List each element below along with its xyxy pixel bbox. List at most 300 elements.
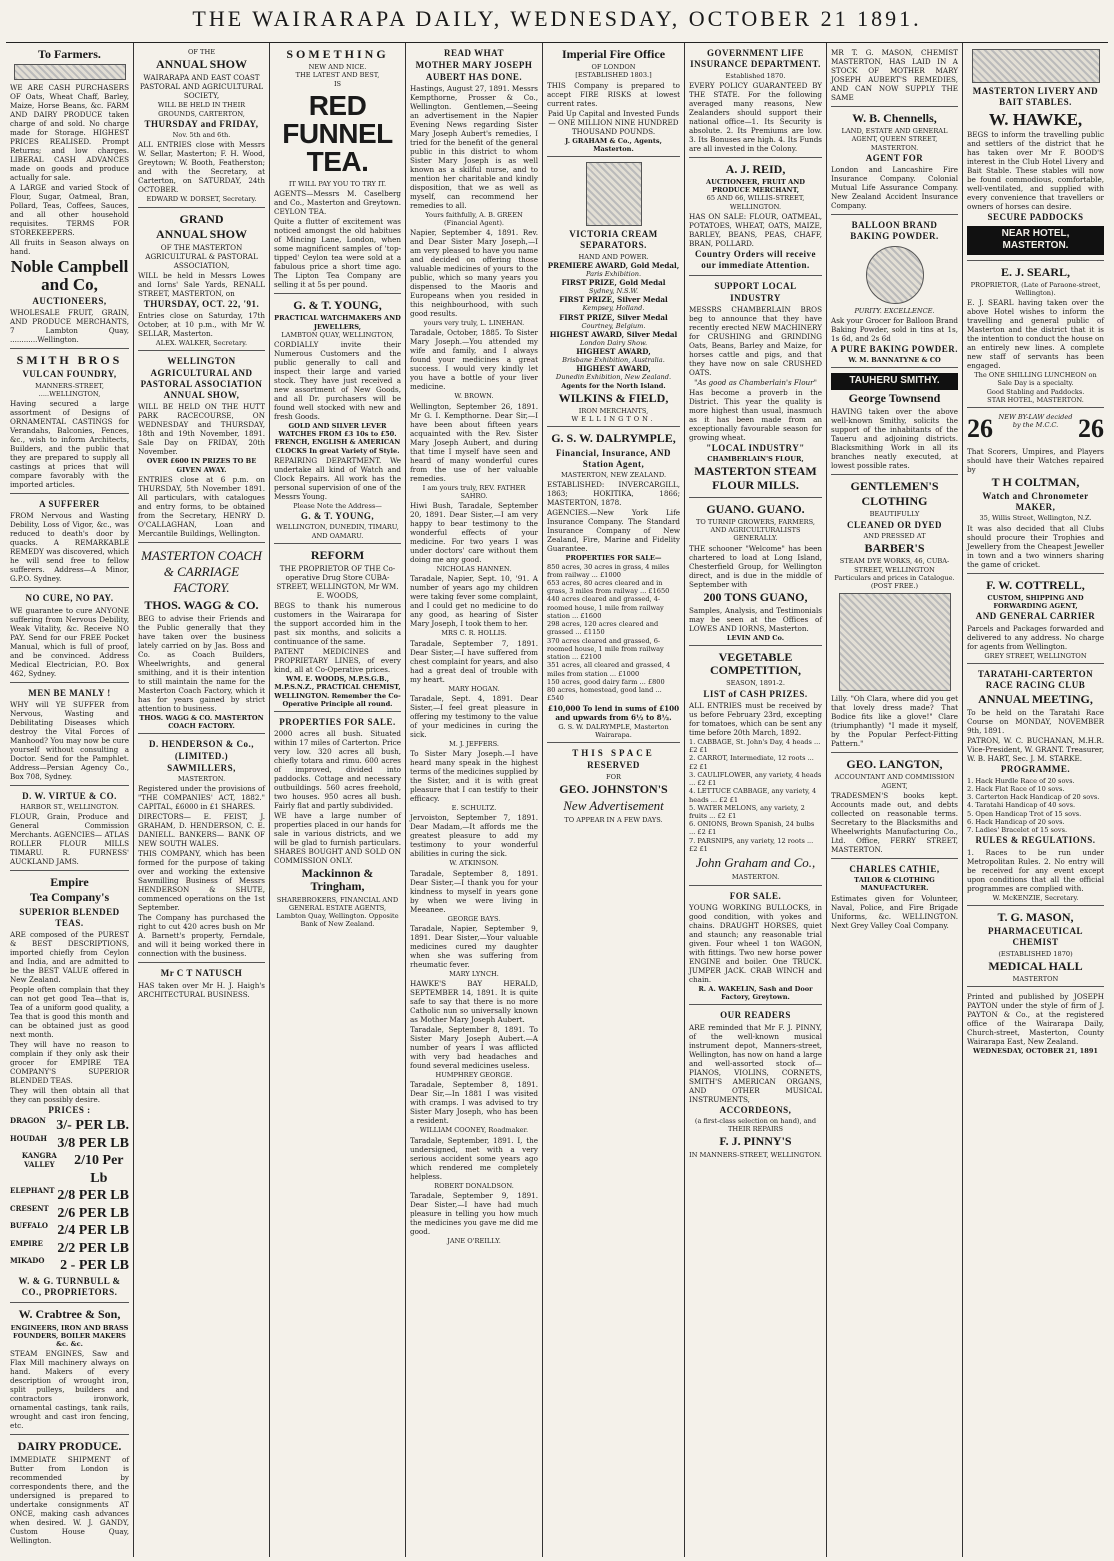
chamberlain-ad: [689, 281, 822, 497]
farmers-heading: To Farmers.: [38, 47, 101, 61]
mackinnon-heading: Mackinnon & Tringham,: [301, 866, 374, 894]
govt-body: EVERY POLICY GUARANTEED BY THE STATE. For the following averaged many reasons, New Zealanders should support their national office—1. Its Security is absolute. 2. Its Premiums are low. 3. Its Bonuses are high. 4. Its Funds are all invested in the Colony.: [689, 80, 822, 153]
tea-price-name: CRESENT: [10, 1203, 49, 1213]
newspaper-title: THE WAIRARAPA DAILY, WEDNESDAY, OCTOBER 21 1891.: [192, 6, 922, 31]
vegetable-heading: VEGETABLE COMPETITION,: [709, 650, 801, 678]
meeting-date: To be held on the Taratahi Race Course on MONDAY, NOVEMBER 9th, 1891.: [967, 708, 1104, 736]
number-26-left: 26: [967, 414, 993, 444]
imprint-body: Printed and published by JOSEPH PAYTON under the style of firm of J. PAYTON & Co., at the registered office of the Wairarapa Daily, Church-street, Masterton, County Wairarapa East, New Zealand.: [967, 992, 1104, 1047]
shares-note: WE have a large number of properties placed in our hands for sale in various districts, and we will be glad to furnish particulars. SHARES BOUGHT AND SOLD ON COMMISSION ONLY.: [274, 811, 401, 866]
annual-show-heading: ANNUAL SHOW: [155, 57, 247, 72]
letter-3-sig: W. BROWN.: [454, 392, 494, 401]
reserved-label: RESERVED: [587, 760, 640, 771]
letter-13: HAWKE'S BAY HERALD, SEPTEMBER 14, 1891. It is quite safe to say that there is no more Catholic nun so universally known as Mother Mary Joseph Aubert.: [410, 979, 538, 1025]
no-cure-ad: [10, 593, 129, 682]
manly-ad: [10, 688, 129, 786]
rules-body: 1. Races to be run under Metropolitan Rules. 2. No entry will be received for any event except upon conditions that all the official programmes are complied with.: [967, 847, 1104, 893]
property-item: 298 acres, 120 acres cleared and grassed ... £1150: [547, 620, 659, 637]
mason-pharma-ad: [967, 911, 1104, 987]
tea-price-value: 2/4 PER LB: [57, 1223, 129, 1239]
masterton-show-ad: [138, 213, 265, 352]
vulcan-body: Having secured a large assortment of Designs of ORNAMENTAL CASTINGS for Verandahs, Balconies, Fences, &c., wish to inform Architects, Builders, and the public that they are prepared to supply all castings at prices that will compare favorably with the imported articles.: [10, 399, 129, 490]
wilkins-town: WELLINGTON.: [571, 415, 656, 424]
chennells-ad: [831, 112, 958, 215]
balloon-heading: BALLOON BRAND BAKING POWDER.: [850, 220, 939, 242]
bylaw-label: NEW BY-LAW decided by the M.C.C.: [998, 413, 1073, 430]
letter-17-sig: JANE O'REILLY.: [447, 1236, 501, 1245]
award-place: Paris Exhibition.: [585, 269, 642, 278]
separator-illustration: [586, 162, 642, 226]
wakelin-ad: [689, 891, 822, 1006]
dalrymple-heading: G. S. W. DALRYMPLE,: [551, 431, 676, 446]
show-date-detail: Nov. 5th and 6th.: [172, 131, 231, 140]
rules-heading: RULES & REGULATIONS.: [975, 835, 1096, 846]
property-item: 351 acres, all cleared and grassed, 4 miles from station ... £1000: [547, 661, 671, 678]
dairy-ad: [10, 1440, 129, 1549]
reform-heading: REFORM: [310, 547, 365, 562]
show-held: WILL BE HELD IN THEIR GROUNDS, CARTERTON,: [157, 101, 246, 118]
woods-intro: THE PROPRIETOR OF THE Co-operative Drug Store CUBA-STREET, WELLINGTON, Mr WM. E. WOODS,: [276, 564, 399, 601]
show-entries: ALL ENTRIES close with Messrs W. Sellar, Masterton; F. H. Wood, Greytown; W. Booth, Featherston; and with the Secretary, at Carterton, on SATURDAY, 24th OCTOBER.: [138, 140, 265, 195]
race-item: 2. Hack Flat Race of 10 sovs.: [967, 784, 1065, 793]
prize-item: 6. ONIONS, Brown Spanish, 24 bulbs ... £2 £1: [689, 820, 815, 837]
tea-price-row: [10, 1257, 129, 1275]
tea-price-name: DRAGON: [10, 1116, 46, 1126]
henderson-ad: [138, 739, 265, 963]
young-heading: G. & T. YOUNG,: [293, 298, 382, 313]
wakelin-signature: R. A. WAKELIN, Sash and Door Factory, Greytown.: [698, 984, 813, 1002]
race-list: [967, 777, 1104, 835]
coltman-heading: T H COLTMAN,: [991, 474, 1080, 489]
reid-ad: [689, 163, 822, 277]
wellington-entries: ENTRIES close at 6 p.m. on THURSDAY, 5th November 1891. All particulars, with catalogues and entry forms, to be obtained from the Secretary, HENRY D. O'CALLAGHAN, Loan and Mercantile Buildings, Wellington.: [138, 474, 265, 538]
bylaw-row: [967, 413, 1104, 446]
graham-agents: J. GRAHAM & Co., Agents, Masterton.: [565, 136, 662, 153]
smith-bros-ad: [10, 354, 129, 494]
award-item: [547, 364, 680, 381]
townsend-ad: [831, 373, 958, 475]
guano-body: THE schooner "Welcome" has been chartered to load at Long Island, Chesterfield Group, for Wellington direct, and is due in the middle of September with: [689, 543, 822, 589]
crabtree-body: STEAM ENGINES, Saw and Flax Mill machinery always on hand. Makers of every description of wrought iron, split pulleys, builders and contractors ironwork, ornamental castings, tank rails, wrought and cast iron fencing, etc.: [10, 1349, 129, 1431]
langton-ad: [831, 758, 958, 859]
letter-9-sig: E. SCHULTZ.: [451, 804, 497, 813]
searl-heading: E. J. SEARL,: [1000, 264, 1071, 279]
masterton-held: WILL be held in Messrs Lowes and Iorns' Sale Yards, RENALL STREET, MASTERTON, on: [138, 270, 265, 298]
letter-16-sig: ROBERT DONALDSON.: [434, 1181, 514, 1190]
award-place: London Dairy Show.: [579, 338, 648, 347]
smith-bros-heading: SMITH BROS: [16, 353, 123, 368]
reserved-ad: [547, 748, 680, 827]
tg-mason-heading: T. G. MASON,: [997, 909, 1074, 924]
levin-signature: LEVIN AND Co.: [726, 633, 785, 642]
award-name: FIRST PRIZE, Gold Medal: [561, 278, 666, 288]
imperial-fire-heading: Imperial Fire Office: [561, 47, 666, 61]
dalrymple-ad: [547, 432, 680, 743]
property-item: 850 acres, 30 acres in grass, 4 miles from railway ... £1000: [547, 562, 670, 579]
for-label: FOR: [606, 772, 621, 781]
livery-heading: MASTERTON LIVERY AND BAIT STABLES.: [972, 86, 1099, 108]
tea-price-name: KANGRA VALLEY: [21, 1151, 57, 1170]
farmers-ad: [10, 48, 129, 349]
property-item: 440 acres cleared and grassed, 4-roomed house, 1 mile from railway station ... £1600: [547, 595, 664, 620]
dalrymple-signature: G. S. W. DALRYMPLE, Masterton Wairarapa.: [558, 722, 669, 739]
cathie-sub: TAILOR & CLOTHING MANUFACTURER.: [854, 876, 935, 893]
money-to-lend: £10,000 To lend in sums of £100 and upwards from 6½ to 8½.: [547, 703, 680, 722]
purity-label: PURITY. EXCELLENCE.: [854, 306, 935, 315]
tea-body: ARE composed of the PUREST & BEST DESCRIPTIONS, imported chiefly from Ceylon and India, and are admitted to be the BEST VALUE offered in New Zealand.: [10, 930, 129, 985]
readers-body: ARE reminded that Mr F. J. PINNY, of the well-known musical instrument depot, Manners-street, Wellington, has now on hand a large and well-assorted stock of— PIANOS, VIOLINS, CORNETS, SMITH'S AMERICAN ORGANS, AND OTHER MUSICAL INSTRUMENTS,: [689, 1022, 822, 1104]
prize-item: 7. PARSNIPS, any variety, 12 roots ... £2 £1: [689, 836, 814, 853]
farmers-stock: A LARGE and varied Stock of Flour, Sugar, Oatmeal, Bran, Pollard, Teas, Coffees, Sauces, and all other household requisites. TERMS FOR STOREKEEPERS.: [10, 183, 129, 238]
read-what-heading: READ WHAT: [444, 48, 504, 58]
award-item: [547, 295, 680, 312]
letter-4-sig: I am yours truly, REV. FATHER SAHRO.: [422, 483, 526, 500]
award-item: [547, 278, 680, 295]
guano-order: Samples, Analysis, and Testimonials may be seen at the Offices of LOWES AND IORNS, Masterton.: [689, 605, 822, 633]
tea-price-value: 2/2 PER LB: [57, 1240, 129, 1256]
property-item: 653 acres, 80 acres cleared and in grass, 3 miles from railway ... £1650: [547, 579, 670, 596]
fire-established: [ESTABLISHED 1803.]: [575, 71, 652, 80]
hawke-heading: W. HAWKE,: [988, 109, 1083, 129]
tea-price-row: [10, 1152, 129, 1187]
gentlemen-heading: GENTLEMEN'S: [850, 479, 939, 494]
mckenzie-signature: W. McKENZIE, Secretary.: [992, 893, 1079, 902]
of-london: OF LONDON: [591, 63, 636, 72]
virtue-ad: [10, 791, 129, 871]
empire-tea-ad: [10, 876, 129, 1303]
young-ad: [274, 299, 401, 544]
award-place: Dunedin Exhibition, New Zealand.: [555, 373, 672, 382]
vulcan-address: MANNERS-STREET, .....WELLINGTON,: [35, 381, 104, 398]
column-6: [685, 43, 827, 1557]
red-funnel-agents: AGENTS—Messrs M. Caselberg and Co., Masterton and Greytown. CEYLON TEA.: [274, 189, 401, 217]
langton-body: TRADESMEN'S books kept. Accounts made out, and debts collected on reasonable terms. Secretary to the Blacksmiths and Wheelwrights Manufacturing Co., Ltd. Office, FERRY STREET, MASTERTON.: [831, 790, 958, 854]
meeting-body: PATRON, W. C. BUCHANAN, M.H.R. Vice-President, W. GRANT. Treasurer, W. B. HART, Sec. J. M. STARKE.: [967, 736, 1104, 764]
column-8: [963, 43, 1108, 1557]
tea-price-value: 2/10 Per Lb: [74, 1153, 124, 1186]
column-5: [543, 43, 685, 1557]
french-clocks: FRENCH, ENGLISH & AMERICAN CLOCKS In great Variety of Style.: [274, 438, 401, 455]
letter-6-sig: MRS C. R. HOLLIS.: [441, 629, 507, 638]
local-industry: "LOCAL INDUSTRY": [706, 442, 805, 453]
medical-hall-heading: MEDICAL HALL: [988, 958, 1083, 973]
pinny-address: IN MANNERS-STREET, WELLINGTON.: [689, 1150, 822, 1159]
wagg-body: BEG to advise their Friends and the Public generally that they have taken over the business lately carried on by Jas. Boss and Co. as Coach Builders, Wheelwrights, and general smithing, and it is their intention to still maintain the name for the Masterton Coach Factory, which it has for years gained by strict attention to business.: [138, 613, 265, 713]
tea-price-value: 3/- PER LB.: [56, 1118, 129, 1134]
dalrymple-established: ESTABLISHED: INVERCARGILL, 1863; HOKITIKA, 1866; MASTERTON, 1878.: [547, 480, 680, 508]
good-as-quote: "As good as Chamberlain's Flour": [694, 377, 817, 387]
steam-mills-heading: MASTERTON STEAM FLOUR MILLS.: [694, 464, 817, 492]
letter-5-sig: NICHOLAS HANNEN.: [436, 565, 512, 574]
something-heading: SOMETHING: [286, 47, 389, 61]
bylaw-body: That Scorers, Umpires, and Players should have their Watches repaired by: [967, 446, 1104, 474]
mason-aubert-ad: [831, 48, 958, 107]
noble-campbell-heading: Noble Campbell and Co,: [10, 257, 129, 295]
letter-15: Taradale, September 8, 1891. Dear Sir,—In 1881 I was visited with cramps. I was advised to try Sister Mary Joseph, who has been a resident.: [410, 1080, 538, 1126]
letter-12-sig: MARY LYNCH.: [449, 969, 499, 978]
hand-power: HAND AND POWER.: [578, 252, 649, 261]
reid-stock: HAS ON SALE: FLOUR, OATMEAL, POTATOES, WHEAT, OATS, MAIZE, BARLEY, BEANS, PEAS, CHAFF, BRAN, POLLARD.: [689, 211, 822, 248]
clothing-heading: CLOTHING: [861, 494, 928, 509]
virtue-address: HARBOR ST., WELLINGTON.: [20, 803, 119, 812]
separator-ad: [547, 162, 680, 427]
prices-label: PRICES :: [48, 1105, 91, 1116]
properties-body: 2000 acres all bush. Situated within 17 miles of Carterton. Price very low. 320 acres all bush, chiefly totara and rimu. 600 acres of improved, divided into paddocks. Cottage and necessary outbuildings. 560 acres freehold, two houses. 950 acres all bush. Fairly flat and partly subdivided.: [274, 729, 401, 811]
support-local: SUPPORT LOCAL INDUSTRY: [714, 281, 797, 303]
taratahi-heading: TARATAHI-CARTERTON RACE RACING CLUB: [977, 668, 1094, 690]
prize-item: 5. WATER MELONS, any variety, 2 fruits ... £2 £1: [689, 803, 805, 820]
readers-heading: OUR READERS: [720, 1010, 791, 1021]
imprint-date: WEDNESDAY, OCTOBER 21, 1891: [972, 1047, 1099, 1056]
props-sale-heading: PROPERTIES FOR SALE—: [565, 554, 662, 563]
this-space: THIS SPACE: [572, 748, 655, 758]
letter-8: Taradale, Sept. 4, 1891. Dear Sister,—I feel great pleasure in offering my testimony to the value of your medicines in curing the sick.: [410, 693, 538, 739]
tea-price-row: [10, 1135, 129, 1153]
crabtree-heading: W. Crabtree & Son,: [18, 1307, 121, 1322]
tea-price-value: 2/8 PER LB: [57, 1188, 129, 1204]
letter-14: Taradale, September 8, 1891. To Sister Mary Joseph Aubert.—A number of years I was afflicted with very bad headaches and found several medicines useless.: [410, 1025, 538, 1071]
sufferer-body: FROM Nervous and Wasting Debility, Loss of Vigor, &c., was reduced to death's door by quacks. A REMARKABLE REMEDY was discovered, which he will send free to fellow sufferers. Address—A Minor, G.P.O. Sydney.: [10, 511, 129, 584]
vegetable-season: SEASON, 1891-2.: [726, 679, 785, 688]
townsend-heading: George Townsend: [848, 390, 941, 405]
taratahi-ad: [967, 669, 1104, 906]
race-item: 4. Taratahi Handicap of 40 sovs.: [967, 801, 1076, 810]
wilkins-sub: IRON MERCHANTS,: [578, 406, 649, 415]
wellington-show-ad: [138, 356, 265, 542]
repairs-label: (a first-class selection on hand), and THEIR REPAIRS: [694, 1116, 817, 1134]
tauheru-banner: TAUHERU SMITHY.: [831, 373, 958, 390]
langton-sub: ACCOUNTANT AND COMMISSION AGENT,: [834, 773, 955, 790]
race-item: 3. Carterton Hack Handicap of 20 sovs.: [967, 793, 1100, 802]
column-1: [6, 43, 134, 1557]
dairy-heading: DAIRY PRODUCE.: [17, 1439, 122, 1454]
shilling-luncheon: The ONE SHILLING LUNCHEON on Sale Day is a specialty.: [974, 371, 1097, 388]
cottrell-heading: F. W. COTTRELL,: [986, 577, 1085, 592]
virtue-body: FLOUR, Grain, Produce and General Commission Merchants. AGENCIES— ATLAS ROLLER FLOUR MILLS TIMARU. R. FURNESS' AUCKLAND JAMS.: [10, 812, 129, 867]
barber-ad: [831, 480, 958, 753]
watch-maker: Watch and Chronometer MAKER,: [982, 490, 1089, 513]
woods-signature: WM. E. WOODS, M.P.S.G.B., M.P.S.N.Z., PRACTICAL CHEMIST, WELLINGTON. Remember the Co-Operative Principle all round.: [274, 675, 401, 708]
guano-heading: GUANO. GUANO.: [706, 501, 805, 516]
cathie-ad: [831, 864, 958, 934]
column-7: [827, 43, 963, 1557]
cathie-body: Estimates given for Volunteer, Naval, Police, and Fire Brigade Uniforms, &c. WELLINGTON. Next Grey Valley Coal Company.: [831, 893, 958, 930]
is-label: IS: [333, 79, 342, 88]
accordeons-label: ACCORDEONS,: [719, 1104, 792, 1115]
award-place: Courtney, Belgium.: [581, 321, 646, 330]
letter-12: Taradale, Napier, September 9, 1891. Dear Sister,—Your valuable medicines cured my daughter when she was suffering from rheumatic fever.: [410, 923, 538, 969]
tea-price-row: [10, 1205, 129, 1223]
beautifully-label: BEAUTIFULLY: [869, 510, 920, 519]
henderson-heading: D. HENDERSON & Co., (LIMITED.): [148, 739, 254, 761]
balloon-body: Ask your Grocer for Balloon Brand Baking Powder, sold in tins at 1s, 1s 6d, and 2s 6d: [831, 315, 958, 343]
imprint: [967, 992, 1104, 1058]
govt-life-heading: GOVERNMENT LIFE INSURANCE DEPARTMENT.: [690, 48, 821, 70]
award-item: [547, 347, 680, 364]
chennells-sub: LAND, ESTATE AND GENERAL AGENT, QUEEN STREET, MASTERTON.: [841, 127, 948, 152]
award-name: FIRST PRIZE, Silver Medal: [559, 295, 668, 305]
masterton-date: THURSDAY, OCT. 22, '91.: [143, 298, 260, 309]
empire-heading: Empire: [50, 875, 89, 890]
wagg-heading: THOS. WAGG & CO.: [144, 597, 259, 612]
letter-15-sig: WILLIAM COONEY, Roadmaker.: [419, 1126, 529, 1135]
barbers-heading: BARBER'S: [864, 541, 925, 556]
award-name: PREMIERE AWARD, Gold Medal,: [547, 260, 680, 270]
tons-guano: 200 TONS GUANO,: [703, 589, 808, 604]
property-item: 150 acres, good dairy farm ... £800: [547, 677, 665, 686]
paddocks-heading: SECURE PADDOCKS: [987, 212, 1084, 223]
masterton-assoc: OF THE MASTERTON AGRICULTURAL & PASTORAL ASSOCIATION,: [145, 242, 258, 270]
show-secretary: EDWARD W. DORSET, Secretary.: [146, 195, 257, 204]
guano-ad: [689, 503, 822, 646]
henderson-shares: The Company has purchased the right to cut 420 acres bush on Mr A. Barnett's property, Ferndale, and will it being worked there in connection with the business.: [138, 913, 265, 959]
sufferer-heading: A SUFFERER: [39, 499, 100, 510]
john-graham-town: MASTERTON.: [731, 873, 780, 882]
reid-address: 65 AND 66, WILLIS-STREET, WELLINGTON.: [706, 194, 805, 211]
grey-street: GREY STREET, WELLINGTON: [984, 651, 1087, 660]
coach-factory-heading: MASTERTON COACH & CARRIAGE FACTORY.: [141, 547, 262, 596]
young-sub: PRACTICAL WATCHMAKERS AND JEWELLERS,: [274, 314, 401, 331]
tea-company-heading: Tea Company's: [29, 890, 110, 905]
wilkins-heading: WILKINS & FIELD,: [558, 390, 669, 405]
race-item: 6. Hack Handicap of 20 sovs.: [967, 817, 1065, 826]
govt-life-ad: [689, 48, 822, 158]
prize-list: [689, 738, 822, 853]
letter-17: Taradale, September 9, 1891. Dear Sister,—I have had much pleasure in telling you how much the medicines you gave me did me good.: [410, 1190, 538, 1236]
award-item: [547, 313, 680, 330]
hawke-body: BEGS to inform the travelling public and settlers of the district that he has taken over Mr F. BOOD'S interest in the Club Hotel Livery and Bait Stable. These stables will now be found commodious, comfortable, well-ventilated, and supplied with every convenience that travellers or owners of horses can desire.: [967, 130, 1104, 212]
chennells-body: London and Lancashire Fire Insurance Company. Colonial Mutual Life Assurance Company. New Zealand Accident Insurance Company.: [831, 165, 958, 211]
watch-body: It was also decided that all Clubs should procure their Trophies and Jewellery from the Cheapest Jeweller in town and a two winners sharing the game of cricket.: [967, 523, 1104, 569]
young-body: CORDIALLY invite their Numerous Customers and the public generally to call and inspect their large and varied stock. They have just received a new assortment of New Goods, and all Dr. purchasers will be found well stocked with new and fresh Goods.: [274, 340, 401, 422]
medical-hall-town: MASTERTON: [1012, 974, 1059, 983]
dalrymple-agencies: AGENCIES.—New York Life Insurance Company. The Standard Insurance Company of New Zealand, Fire, Marine and Fidelity Guarantee.: [547, 508, 680, 554]
agent-for: AGENT FOR: [865, 152, 924, 163]
vegetable-ad: [689, 651, 822, 886]
prizes-note: ALL ENTRIES must be received by us before February 23rd, excepting for tomatoes, which can be sent any time before 20th March, 1892.: [689, 700, 822, 737]
manly-body: WHY will YE SUFFER from Nervous, Wasting and Debilitating Diseases which destroy the Vital Forces of Manhood? You may now be cure yourself without consulting a Doctor. Send for the Pamphlet. Address—Persian Agency Co., Box 708, Sydney.: [10, 699, 129, 781]
masthead: [0, 0, 1114, 38]
sharebrokers-label: SHAREBROKERS, FINANCIAL AND GENERAL ESTATE AGENTS, Lambton Quay, Wellington. Opposite Bank of New Zealand.: [276, 895, 399, 929]
property-item: 80 acres, homestead, good land ... £540: [547, 686, 662, 703]
hutt-park: WILL BE HELD ON THE HUTT PARK RACECOURSE, ON WEDNESDAY and THURSDAY, 18th and 19th November, 1891. Sale Day on FRIDAY, 20th November.: [138, 402, 265, 457]
crabtree-ad: [10, 1308, 129, 1435]
wairarapa-show-ad: [138, 48, 265, 208]
paddocks-banner: NEAR HOTEL, MASTERTON.: [967, 226, 1104, 255]
award-place: Sydney, N.S.W.: [588, 287, 639, 296]
pressed-at: AND PRESSED AT: [863, 531, 926, 540]
annual-meeting-heading: ANNUAL MEETING,: [978, 692, 1093, 707]
award-name: HIGHEST AWARD,: [576, 364, 651, 374]
dairy-body: IMMEDIATE SHIPMENT of Butter from London is recommended by correspondents there, and the undersigned is prepared to undertake consignments AT ONCE, making cash advances when desired. W. J. GANDY, Custom House Quay, Wellington.: [10, 1455, 129, 1546]
tea-price-name: BUFFALO: [10, 1221, 49, 1231]
govt-established: Established 1870.: [725, 71, 786, 80]
no-cure-heading: NO CURE, NO PAY.: [25, 593, 114, 604]
tea-price-row: [10, 1240, 129, 1258]
address-note: Please Note the Address—: [293, 501, 382, 510]
separator-heading: VICTORIA CREAM SEPARATORS.: [569, 229, 658, 251]
pinny-ad: [689, 1010, 822, 1161]
cottrell-ad: [967, 579, 1104, 664]
searl-sub: PROPRIETOR, (Late of Paraone-street, Wellington).: [970, 280, 1101, 298]
fire-body: THIS Company is prepared to accept FIRE RISKS at lowest current rates.: [547, 80, 680, 108]
prize-item: 3. CAULIFLOWER, any variety, 4 heads ... £2 £1: [689, 770, 822, 788]
livestock-illustration: [14, 64, 126, 80]
tea-body-2: People often complain that they can not get good Tea—that is, Tea of a uniform good quality, a Tea that is good this month and can be obtained just as good next month.: [10, 985, 129, 1040]
chamberlain-flour: CHAMBERLAIN'S FLOUR,: [707, 455, 804, 464]
crabtree-sub: ENGINEERS, IRON AND BRASS FOUNDERS, BOILER MAKERS &c. &c.: [10, 1323, 129, 1349]
flour-body: Has become a proverb in the District. This year the quality is more highest than usual, inasmuch as it has been made from an exceptionally favourable season for growing wheat.: [689, 387, 822, 442]
henderson-body: Registered under the provisions of "THE COMPANIES' ACT, 1882." CAPITAL, £6000 in £1 SHARES.: [138, 784, 265, 812]
show-dates: THURSDAY and FRIDAY,: [144, 118, 259, 129]
tea-price-value: 3/8 PER LB: [57, 1135, 129, 1151]
agents-north: Agents for the North Island.: [561, 381, 666, 390]
show-assoc: WAIRARAPA AND EAST COAST PASTORAL AND AGRICULTURAL SOCIETY,: [139, 73, 264, 101]
tea-price-row: [10, 1187, 129, 1205]
award-list: [547, 261, 680, 382]
letter-14-sig: HUMPHREY GEORGE.: [435, 1071, 513, 1080]
props-list: [547, 563, 680, 703]
barber-particulars: Particulars and prices in Catalogue. (POST FREE.): [834, 573, 955, 591]
young-address: LAMBTON QUAY, WELLINGTON,: [281, 330, 394, 339]
grand-heading: GRAND: [179, 211, 224, 226]
woods-patent: PATENT MEDICINES and PROPRIETARY LINES, of every kind, all at Co-Operative prices.: [274, 647, 401, 675]
vulcan-foundry: VULCAN FOUNDRY,: [22, 369, 117, 380]
letter-10-sig: W. ATKINSON.: [449, 859, 499, 868]
dalrymple-town: MASTERTON, NEW ZEALAND.: [560, 471, 667, 480]
coach-factory-ad: [138, 548, 265, 734]
letter-10: Jervoiston, September 7, 1891. Dear Madam,—It affords me the greatest pleasure to add my testimony to your wonderful abilities in curing the sick.: [410, 813, 538, 859]
pure-baking: A PURE BAKING POWDER.: [831, 343, 959, 354]
annual-show-2-heading: ANNUAL SHOW: [155, 226, 247, 241]
young-address-2: WELLINGTON, DUNEDIN, TIMARU, AND OAMARU.: [276, 523, 399, 540]
ceylon-body: Quite a flutter of excitement was noticed amongst the old habitues of Mincing Lane, London, when some magnificent samples of 'top-tipped' Ceylon tea were sold at a fabulous price a short time ago. The Lipton Tea Company are selling it at 5s per pound.: [274, 217, 401, 290]
award-item: [547, 261, 680, 278]
bannatyne-signature: W. M. BANNATYNE & CO: [848, 356, 941, 365]
henderson-town: MASTERTON.: [177, 775, 226, 784]
wagg-signature: THOS. WAGG & CO. MASTERTON COACH FACTORY.: [139, 713, 264, 731]
henderson-directors: DIRECTORS— E. FEIST, J. GRAHAM, D. HENDERSON, C. E. DANIELL. BANKERS— BANK OF NEW SOUTH WALES.: [138, 812, 265, 849]
virtue-heading: D. W. VIRTUE & CO.: [22, 790, 117, 801]
letter-8-sig: M. J. JEFFERS.: [448, 739, 500, 748]
farmers-body: WE ARE CASH PURCHASERS OF Oats, Wheat Chaff, Barley, Maize, Horse Beans, &c. FARM AND DAIRY PRODUCE taken charge of and sold. No charge made for Storage. HIGHEST PRICES REALISED. Prompt Returns; and low charges. LIBERAL CASH ADVANCES made on goods and produce actually for sale.: [10, 83, 129, 183]
reid-sub: AUCTIONEER, FRUIT AND PRODUCE MERCHANT,: [705, 177, 806, 195]
column-4: [406, 43, 543, 1557]
letter-16: Taradale, September, 1891. I, the undersigned, met with a very serious accident some years ago which rendered me completely helpless.: [410, 1135, 538, 1181]
mason-body: MR T. G. MASON, CHEMIST MASTERTON, HAS LAID IN A STOCK OF MOTHER MARY JOSEPH AUBERT'S REMEDIES, AND CAN NOW SUPPLY THE SAME: [831, 48, 958, 102]
cleaned-dyed: CLEANED OR DYED: [846, 519, 942, 530]
letter-5: Hiwi Bush, Taradale, September 20, 1891. Dear Sister,—I am very happy to bear testimony to the wonderful effects of your medicine. For two years I was under doctors' care without them doing me any good.: [410, 501, 538, 565]
carrier-body: Parcels and Packages forwarded and delivered to any address. No charge for agents from Wellington.: [967, 623, 1104, 651]
letter-7: Taradale, September 7, 1891. Dear Sister,—I have suffered from chest complaint for years, and also had a great deal of trouble with my heart.: [410, 638, 538, 684]
john-graham-heading: John Graham and Co.,: [695, 855, 816, 871]
masterton-secretary: ALEX. WALKER, Secretary.: [155, 339, 248, 348]
award-name: HIGHEST AWARD, Silver Medal: [549, 329, 678, 339]
new-nice: NEW AND NICE.: [308, 63, 367, 72]
aubert-ad: [410, 48, 538, 1248]
carrier-heading: AND GENERAL CARRIER: [975, 611, 1096, 622]
noble-address: WHOLESALE FRUIT, GRAIN, AND PRODUCE MERCHANTS, 7 Lambton Quay, ............Wellington.: [10, 308, 129, 345]
coltman-ad: [967, 413, 1104, 573]
chennells-heading: W. B. Chennells,: [852, 111, 937, 125]
letter-1: Hastings, August 27, 1891. Messrs Kempthorne, Prosser & Co., Wellington. Gentlemen,—Seeing an advertisement in the Napier Evening News regarding Sister Mary Joseph Aubert's remedies, I tried for the benefit of the general public in this district to whom Sister Mary Joseph is as well known as a skilful nurse, and to mention her charitable and kindly disposition, that we as well as myself, can recommend her remedies to all.: [410, 83, 538, 210]
letter-9: To Sister Mary Joseph.—I have heard many speak in the highest terms of the medicines supplied by the Sister, and it is with great pleasure that I can testify to their efficacy.: [410, 749, 538, 804]
cash-prizes-heading: LIST of CASH PRIZES.: [703, 688, 808, 699]
reid-heading: A. J. REID,: [725, 161, 786, 176]
prizes-line: OVER £600 IN PRIZES TO BE GIVEN AWAY.: [146, 457, 257, 474]
searl-body: E. J. SEARL having taken over the above Hotel wishes to inform the travelling and general public of Masterton and the district that it is the intention to conduct the house on an entirely new lines. A complete new staff of servants has been engaged.: [967, 298, 1104, 371]
mackinnon-ad: [274, 717, 401, 932]
